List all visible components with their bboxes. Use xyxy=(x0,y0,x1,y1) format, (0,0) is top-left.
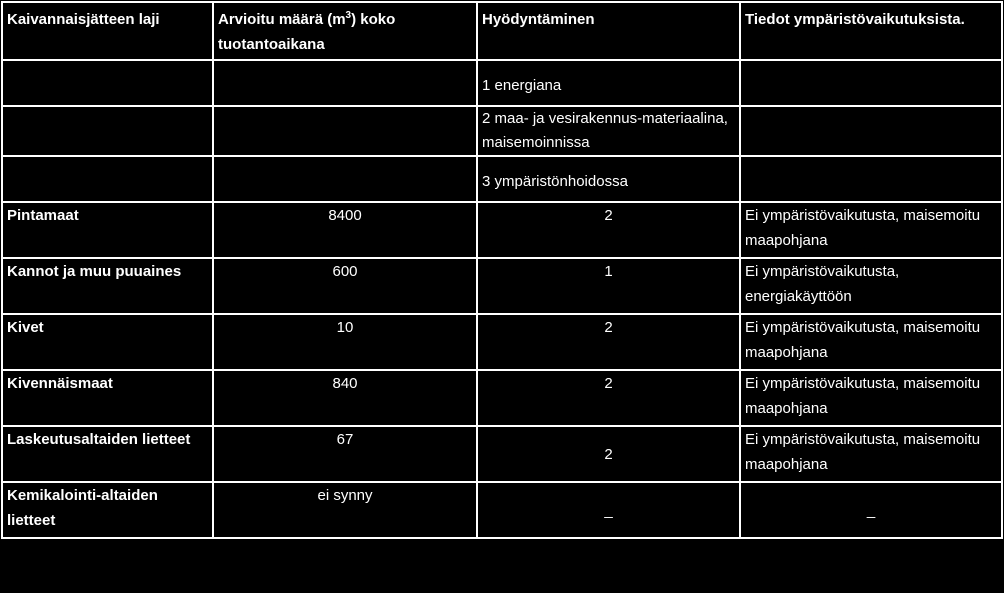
legend-row xyxy=(2,60,1002,106)
cell-maara: 600 xyxy=(213,258,477,314)
table-row xyxy=(2,482,1002,538)
legend-item: 3 ympäristönhoidossa xyxy=(477,156,740,202)
cell-laji: Kivet xyxy=(2,314,213,370)
cell-tiedot: Ei ympäristövaikutusta, energiakäyttöön xyxy=(740,258,1002,314)
cell-hyod: 2 xyxy=(477,202,740,258)
cell-hyod: 1 xyxy=(477,258,740,314)
cell-hyod: 2 xyxy=(477,426,740,482)
cell-hyod: 2 xyxy=(477,370,740,426)
table-row xyxy=(2,314,1002,370)
cell-tiedot: Ei ympäristövaikutusta, maisemoitu maapohjana xyxy=(740,426,1002,482)
cell-hyod: 2 xyxy=(477,314,740,370)
header-hyodyntaminen: Hyödyntäminen xyxy=(477,2,740,60)
cell-laji: Kivennäismaat xyxy=(2,370,213,426)
table-row xyxy=(2,202,1002,258)
waste-table xyxy=(1,1,1003,539)
legend-row xyxy=(2,156,1002,202)
cell-laji: Pintamaat xyxy=(2,202,213,258)
legend-item: 2 maa- ja vesirakennus-materiaalina, maisemoinnissa xyxy=(477,106,740,156)
legend-item: 1 energiana xyxy=(477,60,740,106)
table-row xyxy=(2,370,1002,426)
cell-tiedot: Ei ympäristövaikutusta, maisemoitu maapohjana xyxy=(740,370,1002,426)
cell-maara: 8400 xyxy=(213,202,477,258)
table-row xyxy=(2,426,1002,482)
header-laji: Kaivannaisjätteen laji xyxy=(2,2,213,60)
cell-maara: 67 xyxy=(213,426,477,482)
cell-tiedot: _ xyxy=(740,482,1002,538)
header-row xyxy=(2,2,1002,60)
cell-maara: ei synny xyxy=(213,482,477,538)
cell-laji: Kannot ja muu puuaines xyxy=(2,258,213,314)
legend-row xyxy=(2,106,1002,156)
cell-laji: Kemikalointi-altaiden lietteet xyxy=(2,482,213,538)
header-maara: Arvioitu määrä $(m^3)$ koko tuotantoaikana xyxy=(213,2,477,60)
table-row xyxy=(2,258,1002,314)
cell-tiedot: Ei ympäristövaikutusta, maisemoitu maapohjana xyxy=(740,202,1002,258)
cell-hyod: _ xyxy=(477,482,740,538)
cell-laji: Laskeutusaltaiden lietteet xyxy=(2,426,213,482)
cell-tiedot: Ei ympäristövaikutusta, maisemoitu maapohjana xyxy=(740,314,1002,370)
cell-maara: 840 xyxy=(213,370,477,426)
cell-maara: 10 xyxy=(213,314,477,370)
header-tiedot: Tiedot ympäristövaikutuksista. xyxy=(740,2,1002,60)
